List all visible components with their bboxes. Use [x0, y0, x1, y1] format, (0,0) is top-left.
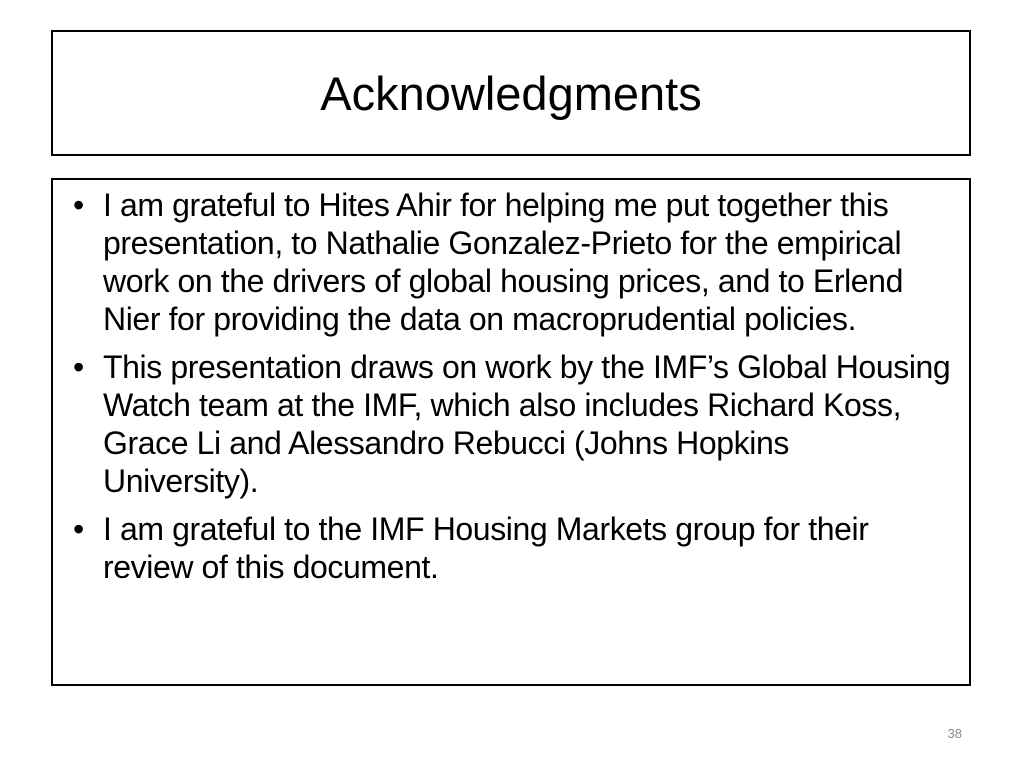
bullet-list [73, 186, 951, 586]
bullet-item [73, 348, 951, 500]
slide-title: Acknowledgments [320, 66, 702, 120]
bullet-text: I am grateful to Hites Ahir for helping me put together this presentation, to Nathalie Gonzalez-Prieto for the empirical work on the drivers of global housing prices, and to Erlend Nier for providing the data on macroprudential policies. [103, 187, 903, 337]
bullet-text: This presentation draws on work by the IMF’s Global Housing Watch team at the IMF, which also includes Richard Koss, Grace Li and Alessandro Rebucci (Johns Hopkins University). [103, 349, 951, 499]
bullet-text: I am grateful to the IMF Housing Markets group for their review of this document. [103, 511, 869, 585]
content-box [51, 178, 971, 686]
slide-number: 38 [947, 726, 962, 741]
bullet-marker: • [73, 349, 84, 385]
title-box [51, 30, 971, 156]
bullet-item [73, 186, 951, 338]
bullet-marker: • [73, 187, 84, 223]
bullet-item [73, 510, 951, 586]
bullet-marker: • [73, 511, 84, 547]
